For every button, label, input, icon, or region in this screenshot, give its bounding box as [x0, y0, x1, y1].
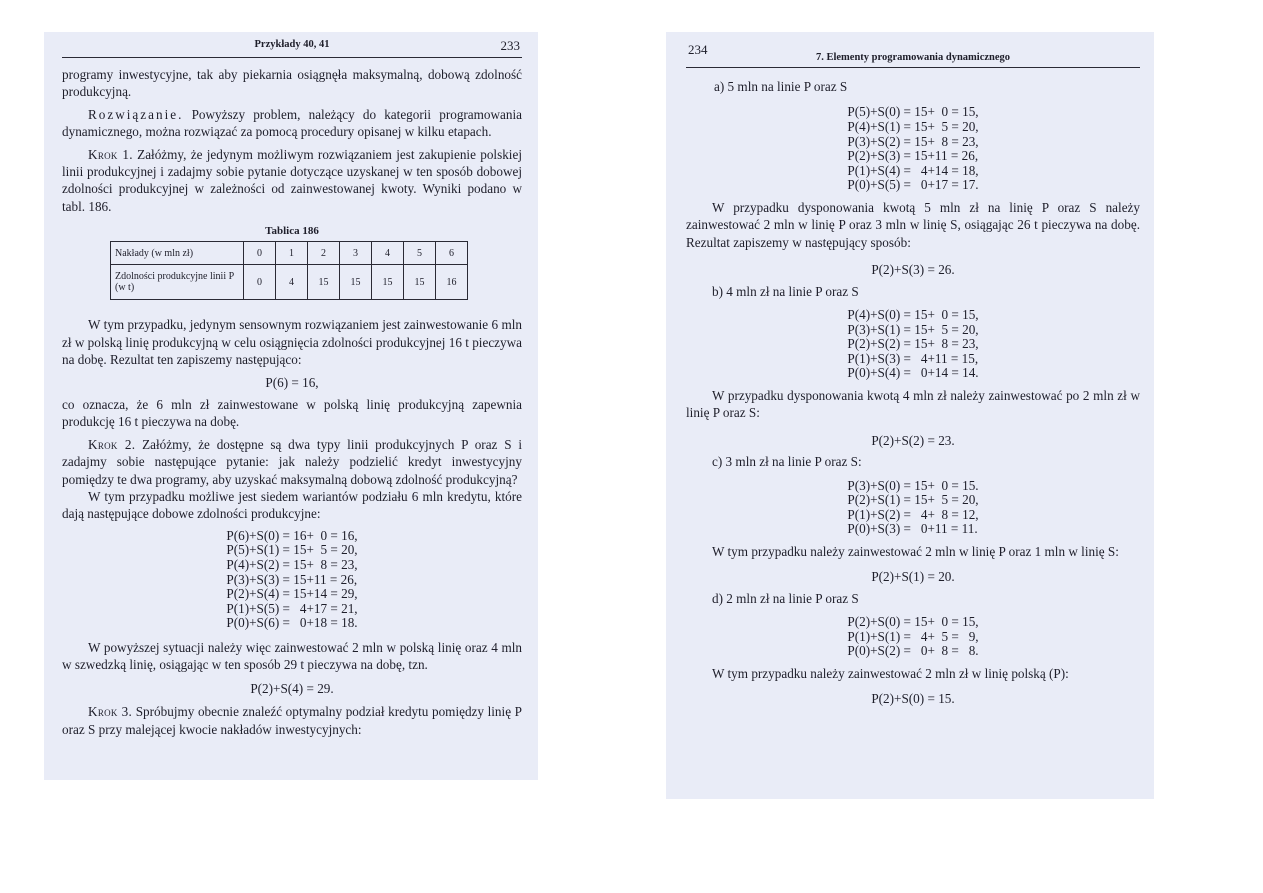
case-b-paragraph: W przypadku dysponowania kwotą 4 mln zł należy zainwestować po 2 mln zł w linię P oraz S:	[686, 387, 1140, 421]
step3-text: Spróbujmy obecnie znaleźć optymalny podział kredytu pomiędzy linię P oraz S przy malejącej kwocie nakładów inwestycyjnych:	[62, 704, 522, 737]
equation-line: P(0)+S(5) = 0+17 = 17.	[847, 177, 979, 193]
equation-line: P(0)+S(2) = 0+ 8 = 8.	[847, 643, 979, 659]
table-cell: 4	[276, 265, 308, 300]
case1-paragraph: W tym przypadku, jedynym sensownym rozwiązaniem jest zainwestowanie 6 mln zł w polską linię produkcyjną w celu osiągnięcia zdolności produkcyjnej 16 t pieczywa na dobę. Rezultat ten zapiszemy następująco:	[62, 317, 522, 368]
table-row-label: Nakłady (w mln zł)	[111, 242, 244, 265]
table-186	[110, 241, 468, 300]
table-cell: 1	[276, 242, 308, 265]
table-cell: 6	[436, 242, 468, 265]
right-page-header	[686, 32, 1140, 68]
table-cell: 16	[436, 265, 468, 300]
table-cell: 4	[372, 242, 404, 265]
table-caption: Tablica 186	[265, 225, 319, 238]
equation-line: P(4)+S(1) = 15+ 5 = 20,	[847, 119, 979, 134]
equation: P(2)+S(4) = 29.	[250, 680, 334, 696]
equation-line: P(2)+S(2) = 15+ 8 = 23,	[847, 336, 979, 352]
table-cell: 15	[308, 265, 340, 300]
equation-line: P(2)+S(3) = 15+11 = 26,	[847, 148, 979, 164]
running-title: 7. Elementy programowania dynamicznego	[815, 52, 1011, 63]
step1-text: Załóżmy, że jedynym możliwym rozwiązaniem jest zakupienie polskiej linii produkcyjnej i zadajmy sobie pytanie dotyczące uzyskanej w ten sposób dobowej zdolności produkcyjnej w zależności od zainwestowanej kwoty. Wyniki podano w tabl. 186.	[62, 146, 522, 214]
equation: P(6) = 16,	[265, 375, 319, 391]
equation-line: P(5)+S(0) = 15+ 0 = 15,	[847, 104, 979, 120]
equation: P(2)+S(1) = 20.	[871, 569, 955, 585]
left-page	[44, 32, 538, 780]
table-cell: 2	[308, 242, 340, 265]
equation-line: P(2)+S(1) = 15+ 5 = 20,	[847, 492, 979, 508]
case-c-label: c) 3 mln zł na linie P oraz S:	[712, 454, 862, 470]
equation-block	[847, 308, 978, 381]
table-cell: 5	[404, 242, 436, 265]
page-number: 234	[688, 42, 708, 57]
result2-paragraph: W powyższej sytuacji należy więc zainwestować 2 mln w polską linię oraz 4 mln w szwedzką linię, osiągając w ten sposób 29 t pieczywa na dobę, tzn.	[62, 639, 522, 673]
step3-paragraph	[62, 703, 522, 738]
case-a-label: a) 5 mln na linie P oraz S	[714, 79, 848, 94]
step2-paragraph	[62, 436, 522, 488]
equation-line: P(5)+S(1) = 15+ 5 = 20,	[226, 542, 358, 558]
equation-line: P(0)+S(4) = 0+14 = 14.	[847, 365, 979, 381]
case-c-paragraph: W tym przypadku należy zainwestować 2 mln w linię P oraz 1 mln w linię S:	[712, 543, 1119, 559]
equation-line: P(4)+S(2) = 15+ 8 = 23,	[226, 556, 358, 572]
page-number: 233	[500, 38, 520, 53]
running-title: Przykłady 40, 41	[254, 39, 330, 50]
equation-line: P(6)+S(0) = 16+ 0 = 16,	[226, 527, 358, 543]
table-cell: 15	[404, 265, 436, 300]
case-d-paragraph: W tym przypadku należy zainwestować 2 mln zł w linię polską (P):	[712, 665, 1069, 681]
step1-paragraph	[62, 146, 522, 216]
table-cell: 0	[244, 242, 276, 265]
equation-line: P(3)+S(1) = 15+ 5 = 20,	[847, 321, 979, 337]
equation-line: P(1)+S(1) = 4+ 5 = 9,	[847, 628, 979, 644]
equation-line: P(2)+S(0) = 15+ 0 = 15,	[847, 614, 979, 630]
means-paragraph: co oznacza, że 6 mln zł zainwestowane w polską linię produkcyjną zapewnia produkcję 16 t pieczywa na dobę.	[62, 396, 522, 430]
equation-line: P(1)+S(3) = 4+11 = 15,	[847, 350, 979, 366]
equation-line: P(1)+S(5) = 4+17 = 21,	[226, 600, 358, 616]
case-a-paragraph: W przypadku dysponowania kwotą 5 mln zł na linię P oraz S należy zainwestować 2 mln w linię P oraz 3 mln w linię S, osiągając 26 t pieczywa na dobę. Rezultat zapiszemy w następujący sposób:	[686, 199, 1140, 250]
equation-line: P(1)+S(4) = 4+14 = 18,	[847, 162, 979, 178]
table-row-label: Zdolności produkcyjne linii P (w t)	[111, 265, 244, 300]
case-b-label: b) 4 mln zł na linie P oraz S	[712, 283, 859, 299]
right-page	[666, 32, 1154, 799]
solution-paragraph	[62, 106, 522, 141]
step2-label: Krok 2.	[88, 436, 136, 452]
equation-line: P(3)+S(0) = 15+ 0 = 15.	[847, 477, 979, 493]
equation-line: P(1)+S(2) = 4+ 8 = 12,	[847, 506, 979, 522]
equation-line: P(3)+S(3) = 15+11 = 26,	[226, 571, 358, 587]
left-page-header	[62, 32, 522, 58]
equation: P(2)+S(2) = 23.	[871, 432, 955, 448]
equation-line: P(0)+S(6) = 0+18 = 18.	[226, 615, 358, 631]
header-rule	[686, 67, 1140, 68]
intro-paragraph: programy inwestycyjne, tak aby piekarnia osiągnęła maksymalną, dobową zdolność produkcyjną.	[62, 67, 522, 100]
equation: P(2)+S(0) = 15.	[871, 691, 955, 707]
equation-block	[847, 105, 978, 193]
step1-label: Krok 1.	[88, 146, 133, 162]
equation-block	[847, 615, 978, 659]
table-cell: 15	[372, 265, 404, 300]
equation-line: P(2)+S(4) = 15+14 = 29,	[226, 586, 358, 602]
table-cell: 15	[340, 265, 372, 300]
equation-line: P(0)+S(3) = 0+11 = 11.	[847, 521, 978, 537]
equation-block	[226, 529, 357, 631]
table-cell: 0	[244, 265, 276, 300]
variants-paragraph: W tym przypadku możliwe jest siedem wariantów podziału 6 mln kredytu, które dają następujące dobowe zdolności produkcyjne:	[62, 488, 522, 522]
equation-block	[847, 479, 978, 537]
table-cell: 3	[340, 242, 372, 265]
step2-text: Załóżmy, że dostępne są dwa typy linii produkcyjnych P oraz S i zadajmy sobie następujące pytanie: jak należy podzielić kredyt inwestycyjny pomiędzy te dwa programy, aby uzyskać maksymalną dobową zdolność produkcyjną?	[62, 436, 522, 487]
equation-line: P(4)+S(0) = 15+ 0 = 15,	[847, 307, 979, 322]
case-d-label: d) 2 mln zł na linie P oraz S	[712, 590, 859, 606]
step3-label: Krok 3.	[88, 704, 133, 720]
solution-text: Powyższy problem, należący do kategorii programowania dynamicznego, można rozwiązać za pomocą procedury opisanej w kilku etapach.	[62, 106, 522, 140]
table-row	[111, 242, 468, 265]
solution-label: Rozwiązanie.	[88, 106, 184, 122]
equation-line: P(3)+S(2) = 15+ 8 = 23,	[847, 133, 979, 149]
equation: P(2)+S(3) = 26.	[871, 262, 955, 278]
header-rule	[62, 57, 522, 58]
table-row	[111, 265, 468, 300]
